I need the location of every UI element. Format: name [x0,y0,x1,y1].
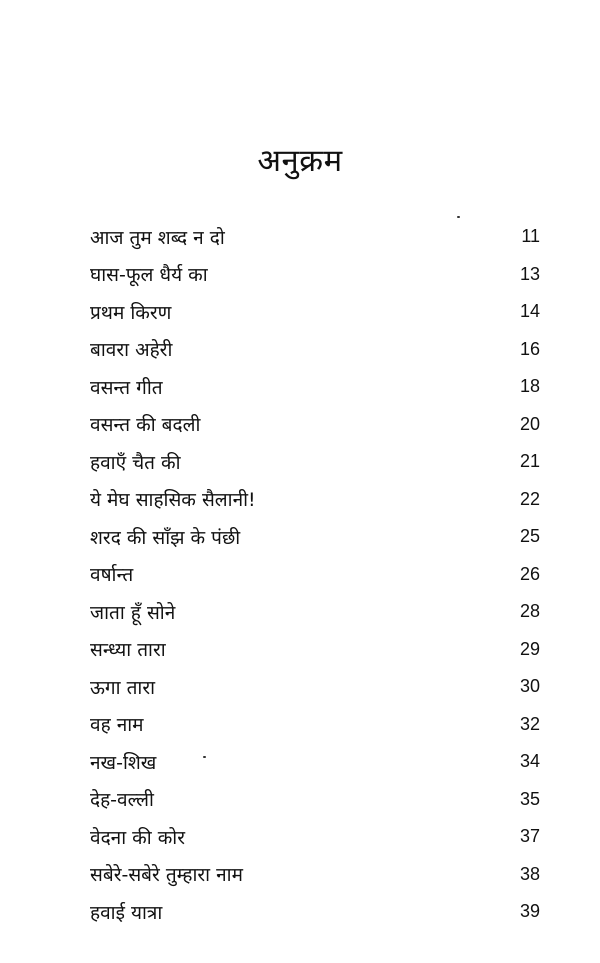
toc-entry [90,256,540,294]
toc-entry-title: प्रथम किरण [90,301,172,324]
toc-entry-title: ऊगा तारा [90,676,156,699]
toc-entry [90,368,540,406]
toc-entry-title: आज तुम शब्द न दो [90,226,225,249]
toc-entry-page-number: 39 [519,901,540,922]
toc-entry-page-number: 16 [519,338,540,359]
toc-entry-title: घास-फूल धैर्य का [90,264,208,287]
toc-entry [90,668,540,706]
toc-entry [90,331,540,369]
toc-entry-page-number: 30 [519,676,540,697]
toc-entry [90,631,540,669]
toc-entry-page-number: 38 [519,863,540,884]
toc-entry [90,893,540,931]
toc-entry-title: शरद की साँझ के पंछी [90,526,241,549]
toc-entry-title: वेदना की कोर [90,826,185,849]
toc-entry-page-number: 35 [519,788,540,809]
page-title: अनुक्रम [257,142,343,179]
print-speck [457,216,460,218]
toc-entry-title: वसन्त गीत [90,376,163,399]
toc-entry-page-number: 14 [519,301,540,322]
toc-entry-page-number: 28 [519,601,540,622]
toc-entry-title: देह-वल्ली [90,789,154,812]
toc-entry [90,593,540,631]
toc-entry-page-number: 37 [519,826,540,847]
toc-entry-page-number: 18 [519,376,540,397]
toc-entry [90,781,540,819]
toc-entry-title: नख-शिख [90,751,157,774]
toc-entry-page-number: 26 [519,563,540,584]
toc-entry-page-number: 11 [521,226,540,247]
toc-entry-page-number: 20 [519,413,540,434]
toc-entry-title: वसन्त की बदली [90,414,201,437]
toc-entry [90,518,540,556]
toc-entry [90,556,540,594]
print-speck [203,756,206,758]
toc-entry-title: सबेरे-सबेरे तुम्हारा नाम [90,864,243,887]
toc-entry-title: हवाई यात्रा [90,901,163,924]
toc-entry [90,818,540,856]
toc-entry [90,706,540,744]
toc-entry-title: वह नाम [90,714,144,737]
table-of-contents [90,218,540,931]
toc-entry [90,481,540,519]
toc-entry [90,406,540,444]
toc-entry-page-number: 34 [519,751,540,772]
toc-entry-page-number: 13 [519,263,540,284]
toc-entry [90,218,540,256]
toc-entry-title: वर्षान्त [90,564,134,587]
toc-entry-page-number: 29 [519,638,540,659]
toc-entry-title: जाता हूँ सोने [90,601,176,624]
toc-entry-page-number: 25 [519,526,540,547]
toc-entry [90,743,540,781]
toc-entry-title: ये मेघ साहसिक सैलानी! [90,489,256,512]
toc-entry [90,293,540,331]
toc-entry-page-number: 22 [519,488,540,509]
toc-entry-page-number: 32 [519,713,540,734]
toc-entry-page-number: 21 [519,451,540,472]
toc-entry [90,443,540,481]
toc-entry-title: सन्ध्या तारा [90,639,166,662]
toc-entry-title: बावरा अहेरी [90,339,173,362]
toc-entry-title: हवाएँ चैत की [90,451,181,474]
toc-entry [90,856,540,894]
